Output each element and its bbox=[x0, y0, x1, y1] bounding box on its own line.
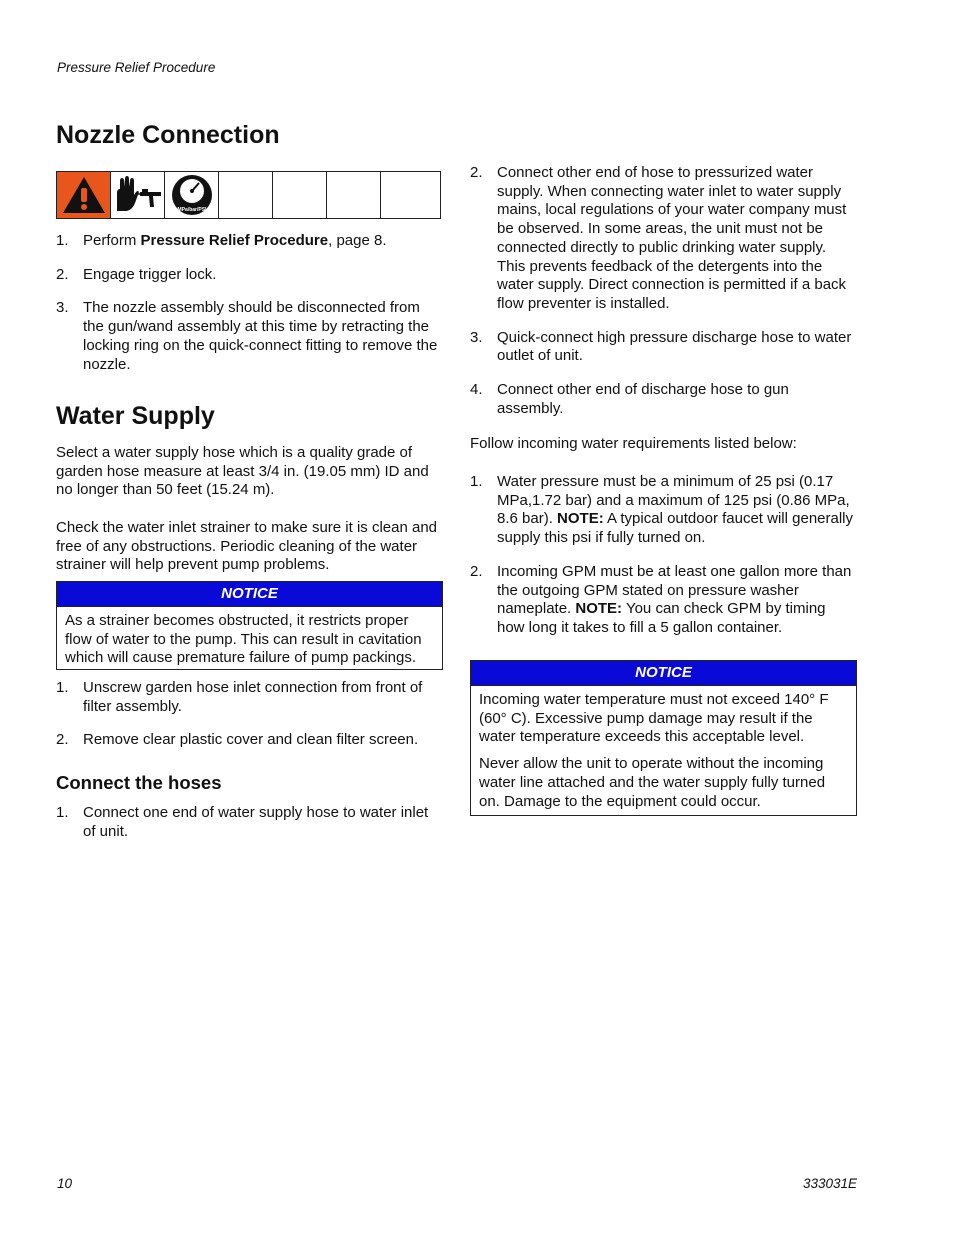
strainer-step-1: 1. Unscrew garden hose inlet connection from front of filter assembly. bbox=[56, 679, 423, 715]
pressure-gauge-icon bbox=[165, 172, 219, 218]
running-head: Pressure Relief Procedure bbox=[57, 60, 216, 75]
safety-icon-strip bbox=[56, 171, 441, 219]
hoses-step-2: 2. Connect other end of hose to pressurized water supply. When connecting water inlet to water supply mains, local regulations of your water company must be observed. In some areas, the unit must not be connected directly to public drinking water supply. This prevents feedback of the detergents into the water supply. Direct connection is permitted if a back flow preventer is installed. bbox=[470, 164, 847, 312]
notice-text-operation: Never allow the unit to operate without the incoming water line attached and the water supply fully turned on. Damage to the equipment could occur. bbox=[479, 755, 826, 810]
nozzle-step-3: 3. The nozzle assembly should be disconnected from the gun/wand assembly at this time by retracting the locking ring on the quick-connect fitting to remove the nozzle. bbox=[56, 299, 438, 373]
notice-box-temperature bbox=[470, 660, 857, 816]
notice-box-strainer bbox=[56, 581, 443, 670]
empty-icon-cell bbox=[381, 172, 435, 218]
hoses-step-3: 3. Quick-connect high pressure discharge hose to water outlet of unit. bbox=[470, 328, 852, 365]
nozzle-connection-title: Nozzle Connection bbox=[56, 121, 280, 149]
water-supply-paragraph-1: Select a water supply hose which is a quality grade of garden hose measure at least 3/4 in. (19.05 mm) ID and no longer than 50 feet (15.24 m). bbox=[56, 444, 429, 499]
water-requirement-steps bbox=[470, 473, 857, 638]
connect-hoses-title: Connect the hoses bbox=[56, 772, 222, 793]
water-supply-title: Water Supply bbox=[56, 402, 215, 430]
document-number: 333031E bbox=[802, 1176, 857, 1191]
notice-text: As a strainer becomes obstructed, it restricts proper flow of water to the pump. This can result in cavitation which will cause premature failure of pump packings. bbox=[65, 612, 422, 667]
hand-spray-gun-icon bbox=[111, 172, 165, 218]
requirement-step-2: 2. Incoming GPM must be at least one gallon more than the outgoing GPM stated on pressure washer nameplate. NOTE: You can check GPM by timing how long it takes to fill a 5 gallon container. bbox=[470, 562, 852, 636]
notice-text-temperature: Incoming water temperature must not exceed 140° F (60° C). Excessive pump damage may result if the water temperature exceeds this acceptable level. bbox=[479, 691, 829, 746]
empty-icon-cell bbox=[273, 172, 327, 218]
requirement-step-1: 1. Water pressure must be a minimum of 25 psi (0.17 MPa,1.72 bar) and a maximum of 125 psi (0.86 MPa, 8.6 bar). NOTE: A typical outdoor faucet will generally supply this psi if fully turned on. bbox=[470, 473, 854, 547]
notice-header: NOTICE bbox=[57, 582, 442, 607]
nozzle-steps bbox=[56, 232, 442, 374]
gauge-label: MPa/bar/PSI bbox=[177, 207, 206, 213]
follow-requirements-text: Follow incoming water requirements listed below: bbox=[470, 435, 797, 452]
empty-icon-cell bbox=[327, 172, 381, 218]
page-number: 10 bbox=[57, 1176, 73, 1191]
empty-icon-cell bbox=[219, 172, 273, 218]
hoses-steps-right bbox=[470, 164, 857, 418]
warning-triangle-icon bbox=[57, 172, 111, 218]
hoses-step-4: 4. Connect other end of discharge hose to gun assembly. bbox=[470, 381, 789, 417]
nozzle-step-1: 1. Perform Pressure Relief Procedure, page 8. bbox=[56, 232, 387, 249]
water-supply-paragraph-2: Check the water inlet strainer to make sure it is clean and free of any obstructions. Periodic cleaning of the water strainer will help prevent pump problems. bbox=[56, 519, 438, 574]
hoses-steps-left bbox=[56, 804, 442, 841]
hoses-step-1: 1. Connect one end of water supply hose to water inlet of unit. bbox=[56, 804, 429, 840]
strainer-step-2: 2. Remove clear plastic cover and clean filter screen. bbox=[56, 731, 419, 749]
notice-header: NOTICE bbox=[471, 661, 856, 686]
strainer-steps bbox=[56, 679, 442, 750]
nozzle-step-2: 2. Engage trigger lock. bbox=[56, 265, 217, 283]
